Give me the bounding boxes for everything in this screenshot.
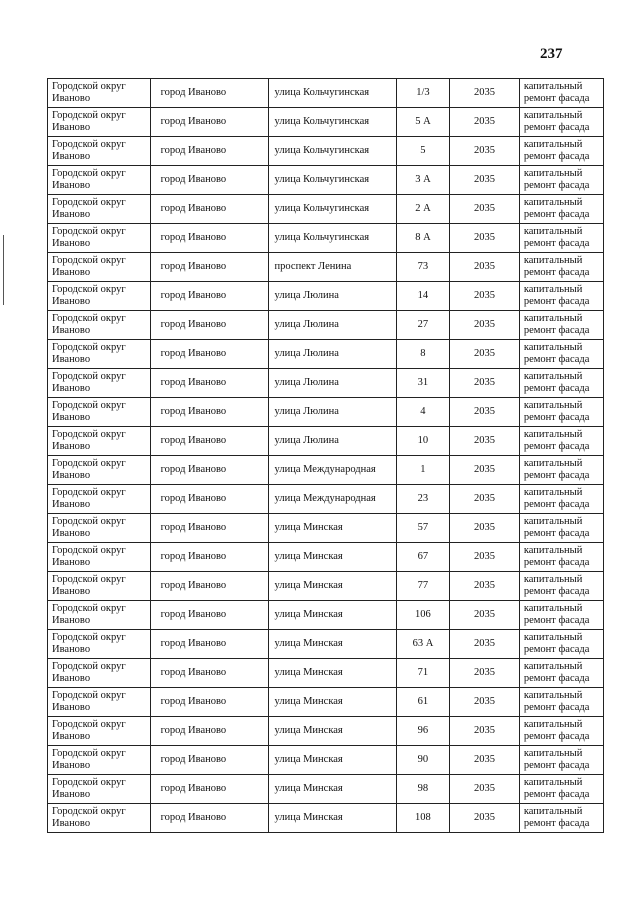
year-cell: 2035 [450,717,520,746]
street-cell: улица Люлина [268,311,396,340]
year-cell: 2035 [450,79,520,108]
city-cell: город Иваново [150,340,268,369]
street-cell: улица Кольчугинская [268,195,396,224]
city-cell: город Иваново [150,253,268,282]
district-cell: Городской округ Иваново [48,253,151,282]
year-cell: 2035 [450,282,520,311]
work-type-cell: капитальный ремонт фасада [519,195,603,224]
year-cell: 2035 [450,311,520,340]
table-row [48,543,604,572]
street-cell: улица Международная [268,485,396,514]
street-cell: улица Люлина [268,282,396,311]
street-cell: улица Минская [268,717,396,746]
house-number-cell: 27 [396,311,449,340]
district-cell: Городской округ Иваново [48,804,151,833]
street-cell: улица Кольчугинская [268,166,396,195]
table-row [48,166,604,195]
house-number-cell: 67 [396,543,449,572]
city-cell: город Иваново [150,659,268,688]
work-type-cell: капитальный ремонт фасада [519,775,603,804]
district-cell: Городской округ Иваново [48,543,151,572]
work-type-cell: капитальный ремонт фасада [519,804,603,833]
street-cell: улица Минская [268,514,396,543]
year-cell: 2035 [450,195,520,224]
work-type-cell: капитальный ремонт фасада [519,340,603,369]
city-cell: город Иваново [150,456,268,485]
table-row [48,630,604,659]
district-cell: Городской округ Иваново [48,456,151,485]
work-type-cell: капитальный ремонт фасада [519,166,603,195]
work-type-cell: капитальный ремонт фасада [519,688,603,717]
work-type-cell: капитальный ремонт фасада [519,137,603,166]
work-type-cell: капитальный ремонт фасада [519,398,603,427]
district-cell: Городской округ Иваново [48,195,151,224]
table-row [48,514,604,543]
city-cell: город Иваново [150,688,268,717]
house-number-cell: 77 [396,572,449,601]
city-cell: город Иваново [150,108,268,137]
city-cell: город Иваново [150,775,268,804]
street-cell: улица Люлина [268,340,396,369]
house-number-cell: 98 [396,775,449,804]
year-cell: 2035 [450,166,520,195]
margin-mark [3,235,4,305]
work-type-cell: капитальный ремонт фасада [519,108,603,137]
house-number-cell: 73 [396,253,449,282]
house-number-cell: 4 [396,398,449,427]
table-row [48,804,604,833]
district-cell: Городской округ Иваново [48,572,151,601]
district-cell: Городской округ Иваново [48,340,151,369]
street-cell: улица Кольчугинская [268,224,396,253]
district-cell: Городской округ Иваново [48,659,151,688]
city-cell: город Иваново [150,369,268,398]
year-cell: 2035 [450,340,520,369]
table-row [48,195,604,224]
city-cell: город Иваново [150,717,268,746]
work-type-cell: капитальный ремонт фасада [519,514,603,543]
work-type-cell: капитальный ремонт фасада [519,485,603,514]
city-cell: город Иваново [150,79,268,108]
street-cell: улица Кольчугинская [268,137,396,166]
street-cell: улица Люлина [268,369,396,398]
table-row [48,572,604,601]
house-number-cell: 71 [396,659,449,688]
house-number-cell: 5 [396,137,449,166]
house-number-cell: 8 [396,340,449,369]
house-number-cell: 3 А [396,166,449,195]
year-cell: 2035 [450,485,520,514]
house-number-cell: 1 [396,456,449,485]
city-cell: город Иваново [150,282,268,311]
work-type-cell: капитальный ремонт фасада [519,427,603,456]
work-type-cell: капитальный ремонт фасада [519,282,603,311]
city-cell: город Иваново [150,514,268,543]
street-cell: улица Люлина [268,427,396,456]
work-type-cell: капитальный ремонт фасада [519,456,603,485]
registry-table [47,78,604,833]
table-row [48,659,604,688]
table-row [48,79,604,108]
district-cell: Городской округ Иваново [48,311,151,340]
city-cell: город Иваново [150,572,268,601]
district-cell: Городской округ Иваново [48,630,151,659]
year-cell: 2035 [450,253,520,282]
city-cell: город Иваново [150,543,268,572]
district-cell: Городской округ Иваново [48,282,151,311]
street-cell: проспект Ленина [268,253,396,282]
street-cell: улица Минская [268,746,396,775]
table-row [48,456,604,485]
district-cell: Городской округ Иваново [48,166,151,195]
house-number-cell: 10 [396,427,449,456]
street-cell: улица Люлина [268,398,396,427]
house-number-cell: 1/3 [396,79,449,108]
street-cell: улица Международная [268,456,396,485]
year-cell: 2035 [450,514,520,543]
house-number-cell: 96 [396,717,449,746]
street-cell: улица Минская [268,688,396,717]
city-cell: город Иваново [150,224,268,253]
table-row [48,427,604,456]
city-cell: город Иваново [150,601,268,630]
year-cell: 2035 [450,398,520,427]
district-cell: Городской округ Иваново [48,427,151,456]
house-number-cell: 2 А [396,195,449,224]
table-row [48,224,604,253]
house-number-cell: 14 [396,282,449,311]
district-cell: Городской округ Иваново [48,688,151,717]
city-cell: город Иваново [150,485,268,514]
city-cell: город Иваново [150,398,268,427]
city-cell: город Иваново [150,746,268,775]
house-number-cell: 5 А [396,108,449,137]
table-row [48,601,604,630]
year-cell: 2035 [450,630,520,659]
work-type-cell: капитальный ремонт фасада [519,630,603,659]
street-cell: улица Минская [268,543,396,572]
house-number-cell: 108 [396,804,449,833]
district-cell: Городской округ Иваново [48,485,151,514]
house-number-cell: 23 [396,485,449,514]
work-type-cell: капитальный ремонт фасада [519,369,603,398]
house-number-cell: 57 [396,514,449,543]
street-cell: улица Кольчугинская [268,79,396,108]
district-cell: Городской округ Иваново [48,717,151,746]
table-row [48,282,604,311]
year-cell: 2035 [450,456,520,485]
street-cell: улица Минская [268,804,396,833]
house-number-cell: 106 [396,601,449,630]
street-cell: улица Минская [268,630,396,659]
house-number-cell: 31 [396,369,449,398]
street-cell: улица Минская [268,572,396,601]
work-type-cell: капитальный ремонт фасада [519,543,603,572]
city-cell: город Иваново [150,195,268,224]
year-cell: 2035 [450,108,520,137]
year-cell: 2035 [450,543,520,572]
district-cell: Городской округ Иваново [48,775,151,804]
table-row [48,137,604,166]
work-type-cell: капитальный ремонт фасада [519,659,603,688]
district-cell: Городской округ Иваново [48,369,151,398]
city-cell: город Иваново [150,311,268,340]
work-type-cell: капитальный ремонт фасада [519,253,603,282]
year-cell: 2035 [450,427,520,456]
district-cell: Городской округ Иваново [48,224,151,253]
table-row [48,398,604,427]
work-type-cell: капитальный ремонт фасада [519,717,603,746]
city-cell: город Иваново [150,166,268,195]
table-row [48,108,604,137]
work-type-cell: капитальный ремонт фасада [519,79,603,108]
table-row [48,746,604,775]
year-cell: 2035 [450,224,520,253]
district-cell: Городской округ Иваново [48,398,151,427]
table-row [48,253,604,282]
table-row [48,485,604,514]
district-cell: Городской округ Иваново [48,601,151,630]
table-row [48,717,604,746]
city-cell: город Иваново [150,804,268,833]
district-cell: Городской округ Иваново [48,746,151,775]
table-row [48,688,604,717]
table-row [48,311,604,340]
district-cell: Городской округ Иваново [48,108,151,137]
street-cell: улица Кольчугинская [268,108,396,137]
house-number-cell: 90 [396,746,449,775]
house-number-cell: 61 [396,688,449,717]
work-type-cell: капитальный ремонт фасада [519,311,603,340]
year-cell: 2035 [450,369,520,398]
district-cell: Городской округ Иваново [48,79,151,108]
year-cell: 2035 [450,601,520,630]
work-type-cell: капитальный ремонт фасада [519,746,603,775]
year-cell: 2035 [450,804,520,833]
street-cell: улица Минская [268,775,396,804]
city-cell: город Иваново [150,630,268,659]
work-type-cell: капитальный ремонт фасада [519,601,603,630]
city-cell: город Иваново [150,137,268,166]
street-cell: улица Минская [268,659,396,688]
year-cell: 2035 [450,688,520,717]
work-type-cell: капитальный ремонт фасада [519,572,603,601]
district-cell: Городской округ Иваново [48,137,151,166]
street-cell: улица Минская [268,601,396,630]
city-cell: город Иваново [150,427,268,456]
table-row [48,340,604,369]
year-cell: 2035 [450,659,520,688]
year-cell: 2035 [450,775,520,804]
table-row [48,369,604,398]
year-cell: 2035 [450,137,520,166]
table-row [48,775,604,804]
house-number-cell: 8 А [396,224,449,253]
district-cell: Городской округ Иваново [48,514,151,543]
table-body [48,79,604,833]
year-cell: 2035 [450,746,520,775]
page-number: 237 [540,46,563,62]
work-type-cell: капитальный ремонт фасада [519,224,603,253]
house-number-cell: 63 А [396,630,449,659]
year-cell: 2035 [450,572,520,601]
